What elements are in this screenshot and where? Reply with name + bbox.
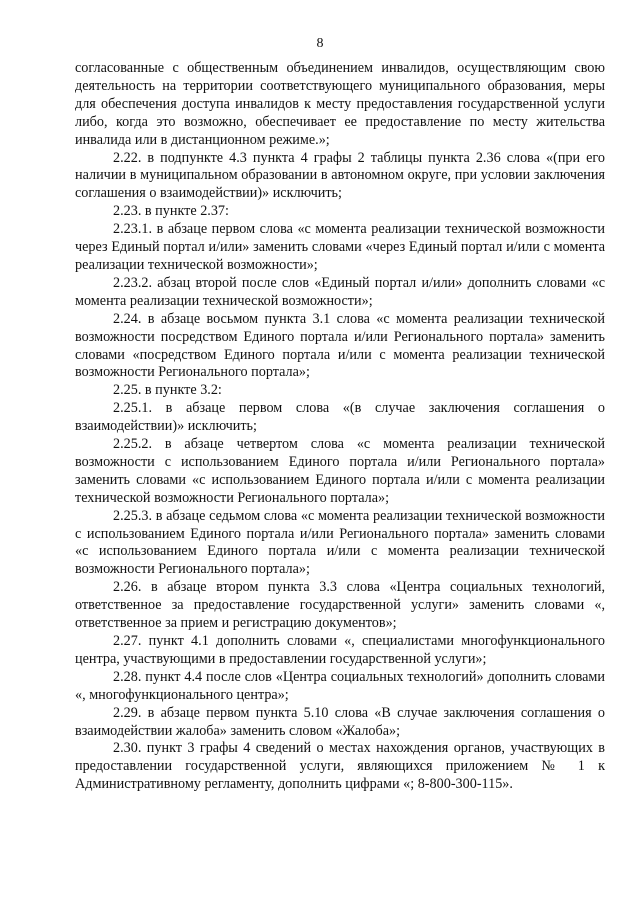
document-body bbox=[75, 60, 605, 794]
paragraph-2-22: 2.22. в подпункте 4.3 пункта 4 графы 2 таблицы пункта 2.36 слова «(при его наличии в муниципальном образовании в автономном округе, при условии заключения соглашения о взаимодействии)» исключить; bbox=[75, 149, 605, 202]
paragraph-2-25-2: 2.25.2. в абзаце четвертом слова «с момента реализации технической возможности с использованием Единого портала и/или Регионального портала» заменить словами «с использованием Единого портала и/или с момента реализации технической возможности Регионального портала»; bbox=[75, 436, 605, 506]
paragraph-2-25-1: 2.25.1. в абзаце первом слова «(в случае заключения соглашения о взаимодействии)» исключить; bbox=[75, 400, 605, 435]
paragraph-2-26: 2.26. в абзаце втором пункта 3.3 слова «Центра социальных технологий, ответственное за предоставление государственной услуги» заменить словами «, ответственное за прием и регистрацию документов»; bbox=[75, 579, 605, 632]
paragraph-2-28: 2.28. пункт 4.4 после слов «Центра социальных технологий» дополнить словами «, многофункционального центра»; bbox=[75, 668, 605, 703]
paragraph-2-23-2: 2.23.2. абзац второй после слов «Единый портал и/или» дополнить словами «с момента реализации технической возможности»; bbox=[75, 274, 605, 309]
paragraph-2-29: 2.29. в абзаце первом пункта 5.10 слова «В случае заключения соглашения о взаимодействии жалоба» заменить словом «Жалоба»; bbox=[75, 704, 605, 739]
paragraph-2-30: 2.30. пункт 3 графы 4 сведений о местах нахождения органов, участвующих в предоставлении государственной услуги, являющихся приложением № 1 к Административному регламенту, дополнить цифрами «; 8-800-300-115». bbox=[75, 740, 605, 793]
paragraph-2-23: 2.23. в пункте 2.37: bbox=[113, 203, 229, 220]
paragraph-2-25: 2.25. в пункте 3.2: bbox=[113, 382, 222, 399]
paragraph-2-27: 2.27. пункт 4.1 дополнить словами «, специалистами многофункционального центра, участвующими в предоставлении государственной услуги»; bbox=[75, 633, 605, 667]
paragraph-continuation: согласованные с общественным объединением инвалидов, осуществляющим свою деятельность на территории соответствующего муниципального образования, меры для обеспечения доступа инвалидов к месту предоставления государственной услуги либо, когда это возможно, обеспечивает ее предоставление по месту жительства инвалида или в дистанционном режиме.»; bbox=[75, 60, 605, 148]
paragraph-2-23-1: 2.23.1. в абзаце первом слова «с момента реализации технической возможности через Единый портал и/или» заменить словами «через Единый портал и/или с момента реализации технической возможности»; bbox=[75, 221, 605, 273]
paragraph-2-25-3: 2.25.3. в абзаце седьмом слова «с момента реализации технической возможности с использованием Единого портала и/или Регионального портала» заменить словами «с использованием Единого портала и/или с момента реализации технической возможности Регионального портала»; bbox=[75, 507, 605, 578]
page-number: 8 bbox=[316, 36, 324, 51]
paragraph-2-24: 2.24. в абзаце восьмом пункта 3.1 слова «с момента реализации технической возможности посредством Единого портала и/или Регионального портала» заменить словами «посредством Единого портала и/или с момента реализации технической возможности Регионального портала»; bbox=[75, 310, 605, 381]
